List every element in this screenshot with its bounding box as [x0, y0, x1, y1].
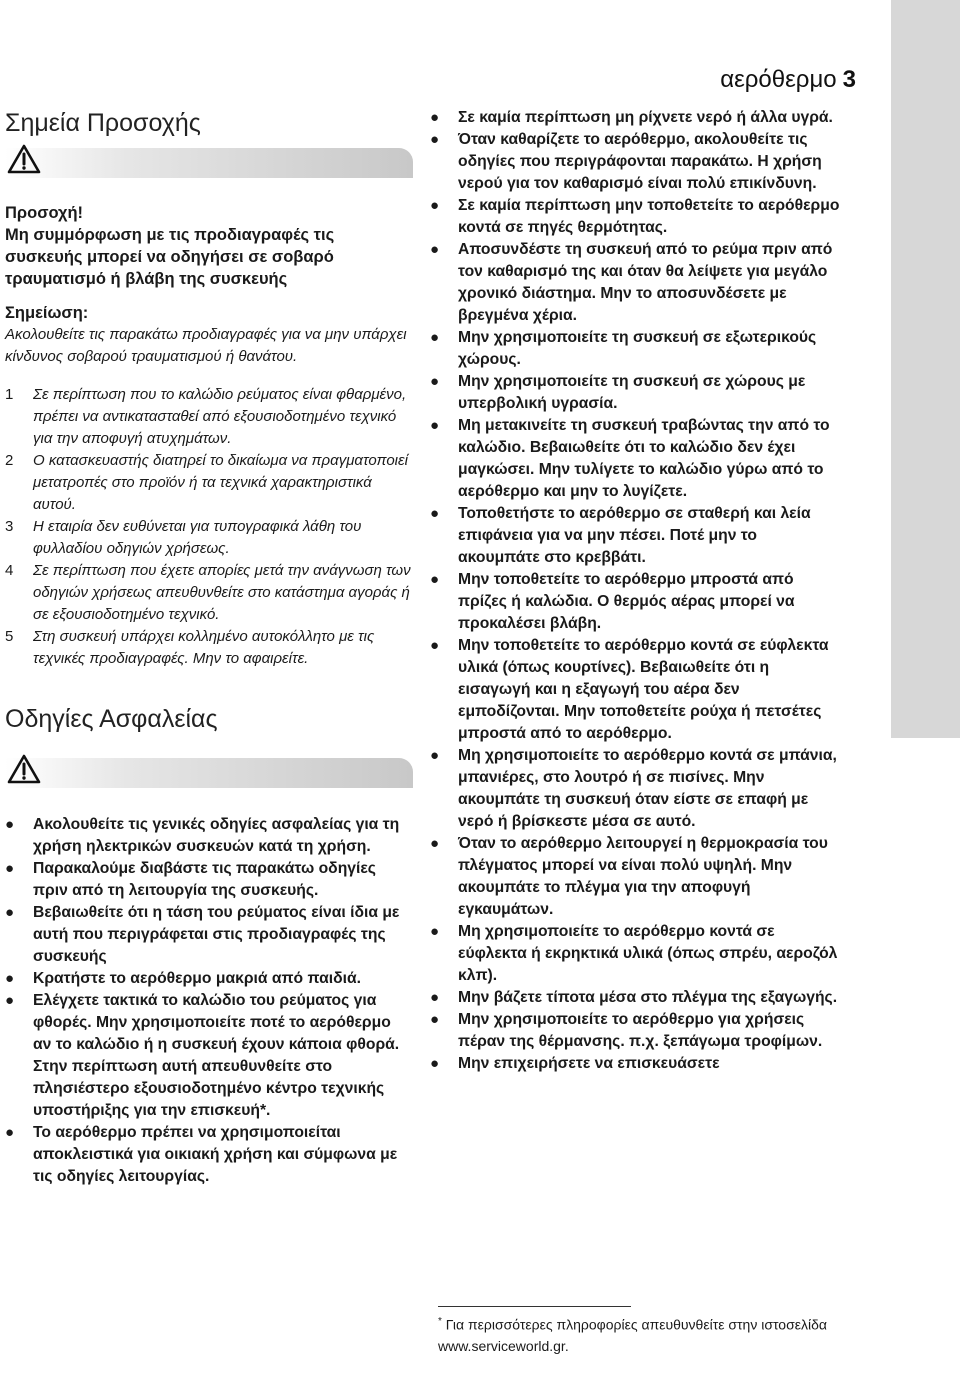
warning-triangle-icon [7, 144, 41, 174]
bullet-icon: ● [430, 747, 440, 764]
bullet-icon: ● [430, 417, 440, 434]
bullet-icon: ● [430, 197, 440, 214]
header-title: αερόθερμο [720, 66, 837, 93]
bullet-item [430, 1009, 842, 1053]
warning-bar-gradient [5, 758, 413, 788]
bullet-text: Μην τοποθετείτε το αερόθερμο μπροστά από πρίζες ή καλώδια. Ο θερμός αέρας μπορεί να προκαλέσει βλάβη. [458, 571, 795, 632]
item-text: Σε περίπτωση που έχετε απορίες μετά την ανάγνωση των οδηγιών χρήσεως απευθυνθείτε στο κατάστημα αγοράς ή σε εξουσιοδοτημένο τεχνικό. [33, 562, 411, 623]
side-tab [891, 0, 960, 738]
footnote [438, 1306, 838, 1357]
item-number: 4 [5, 562, 14, 579]
item-text: Σε περίπτωση που το καλώδιο ρεύματος είναι φθαρμένο, πρέπει να αντικατασταθεί από εξουσιοδοτημένο τεχνικό για την αποφυγή ατυχημάτων. [33, 386, 407, 447]
attention-title: Προσοχή! [5, 204, 84, 222]
bullet-item [5, 1122, 413, 1188]
numbered-item [5, 384, 413, 450]
section-title-safety: Οδηγίες Ασφαλείας [5, 705, 218, 733]
item-text: Στη συσκευή υπάρχει κολλημένο αυτοκόλλητο με τις τεχνικές προδιαγραφές. Μην το αφαιρείτε. [33, 628, 375, 667]
bullet-icon: ● [430, 109, 440, 126]
bullet-icon: ● [430, 1011, 440, 1028]
bullet-item [430, 239, 842, 327]
right-column [430, 107, 842, 1075]
warning-triangle-icon [7, 754, 41, 784]
bullet-item [5, 968, 413, 990]
bullet-item [430, 371, 842, 415]
numbered-item [5, 626, 413, 670]
section-title-precautions: Σημεία Προσοχής [5, 109, 201, 137]
bullet-item [430, 415, 842, 503]
bullet-item [430, 503, 842, 569]
warning-bar-gradient [5, 148, 413, 178]
bullet-item [5, 902, 413, 968]
bullet-text: Μην τοποθετείτε το αερόθερμο κοντά σε εύφλεκτα υλικά (όπως κουρτίνες). Βεβαιωθείτε ότι η εισαγωγή και η εξαγωγή του αέρα δεν εμποδίζονται. Μην τοποθετείτε ρούχα ή πετσέτες μπροστά από το αερόθερμο. [458, 637, 829, 742]
attention-text: Μη συμμόρφωση με τις προδιαγραφές τις συσκευής μπορεί να οδηγήσει σε σοβαρό τραυματισμό ή βλάβη της συσκευής [5, 226, 335, 288]
safety-bullet-list-continued [430, 107, 842, 1075]
bullet-icon: ● [430, 923, 440, 940]
bullet-text: Μην επιχειρήσετε να επισκευάσετε [458, 1055, 720, 1072]
bullet-text: Μην χρησιμοποιείτε τη συσκευή σε χώρους με υπερβολική υγρασία. [458, 373, 806, 412]
safety-bullet-list [5, 814, 413, 1188]
page-header [706, 66, 856, 94]
bullet-text: Όταν καθαρίζετε το αερόθερμο, ακολουθείτε τις οδηγίες που περιγράφονται παρακάτω. Η χρήση νερού για τον καθαρισμό είναι πολύ επικίνδυνη. [458, 131, 822, 192]
item-number: 5 [5, 628, 14, 645]
bullet-text: Αποσυνδέστε τη συσκευή από το ρεύμα πριν από τον καθαρισμό της και όταν θα λείψετε για μεγάλο χρονικό διάστημα. Μην το αποσυνδέσετε με βρεγμένα χέρια. [458, 241, 833, 324]
bullet-item [430, 635, 842, 745]
item-number: 3 [5, 518, 14, 535]
left-column [5, 106, 413, 1188]
bullet-item [430, 987, 842, 1009]
numbered-list [5, 384, 413, 670]
item-number: 1 [5, 386, 14, 403]
bullet-item [430, 327, 842, 371]
bullet-icon: ● [5, 970, 15, 987]
footnote-text-block [438, 1311, 838, 1357]
bullet-text: Κρατήστε το αερόθερμο μακριά από παιδιά. [33, 970, 361, 987]
bullet-text: Μην χρησιμοποιείτε τη συσκευή σε εξωτερικούς χώρους. [458, 329, 817, 368]
bullet-item [430, 107, 842, 129]
bullet-icon: ● [430, 373, 440, 390]
numbered-item [5, 560, 413, 626]
bullet-item [430, 129, 842, 195]
bullet-icon: ● [5, 1124, 15, 1141]
bullet-item [430, 833, 842, 921]
bullet-icon: ● [430, 505, 440, 522]
bullet-text: Βεβαιωθείτε ότι η τάση του ρεύματος είναι ίδια με αυτή που περιγράφεται στις προδιαγραφές της συσκευής [33, 904, 400, 965]
bullet-icon: ● [430, 571, 440, 588]
footnote-text: Για περισσότερες πληροφορίες απευθυνθείτε στην ιστοσελίδα www.serviceworld.gr. [438, 1316, 827, 1354]
bullet-icon: ● [430, 637, 440, 654]
bullet-item [5, 858, 413, 902]
numbered-item [5, 450, 413, 516]
bullet-text: Το αερόθερμο πρέπει να χρησιμοποιείται αποκλειστικά για οικιακή χρήση και σύμφωνα με τις οδηγίες λειτουργίας. [33, 1124, 398, 1185]
warning-bar [5, 144, 413, 190]
bullet-icon: ● [430, 989, 440, 1006]
bullet-icon: ● [430, 835, 440, 852]
footnote-rule [438, 1306, 631, 1307]
bullet-icon: ● [5, 816, 15, 833]
note-title: Σημείωση: [5, 304, 89, 322]
bullet-item [430, 921, 842, 987]
bullet-item [430, 745, 842, 833]
item-text: Η εταιρία δεν ευθύνεται για τυπογραφικά λάθη του φυλλαδίου οδηγιών χρήσεως. [33, 518, 362, 557]
bullet-text: Ελέγχετε τακτικά το καλώδιο του ρεύματος για φθορές. Μην χρησιμοποιείτε ποτέ το αερόθερμο αν το καλώδιο ή η συσκευή έχουν κάποια φθορά. Στην περίπτωση αυτή απευθυνθείτε στο πλησιέστερο εξουσιοδοτημένο κέντρο τεχνικής υποστήριξης για την επισκευή*. [33, 992, 400, 1119]
bullet-text: Τοποθετήστε το αερόθερμο σε σταθερή και λεία επιφάνεια για να μην πέσει. Ποτέ μην το ακουμπάτε στο κρεββάτι. [458, 505, 811, 566]
bullet-item [430, 195, 842, 239]
bullet-item [430, 1053, 842, 1075]
bullet-icon: ● [430, 329, 440, 346]
bullet-icon: ● [430, 1055, 440, 1072]
item-text: Ο κατασκευαστής διατηρεί το δικαίωμα να πραγματοποιεί μετατροπές στο προϊόν ή τα τεχνικά χαρακτηριστικά αυτού. [33, 452, 408, 513]
bullet-text: Μην βάζετε τίποτα μέσα στο πλέγμα της εξαγωγής. [458, 989, 838, 1006]
page-number: 3 [842, 66, 856, 93]
footnote-marker: * [438, 1316, 442, 1327]
bullet-icon: ● [5, 904, 15, 921]
bullet-text: Όταν το αερόθερμο λειτουργεί η θερμοκρασία του πλέγματος μπορεί να είναι πολύ υψηλή. Μην ακουμπάτε το πλέγμα για την αποφυγή εγκαυμάτων. [458, 835, 828, 918]
bullet-text: Μην χρησιμοποιείτε το αερόθερμο για χρήσεις πέραν της θέρμανσης. π.χ. ξεπάγωμα τροφίμων. [458, 1011, 823, 1050]
bullet-text: Ακολουθείτε τις γενικές οδηγίες ασφαλείας για τη χρήση ηλεκτρικών συσκευών κατά τη χρήση. [33, 816, 400, 855]
bullet-item [5, 814, 413, 858]
bullet-text: Σε καμία περίπτωση μη ρίχνετε νερό ή άλλα υγρά. [458, 109, 833, 126]
bullet-icon: ● [5, 992, 15, 1009]
warning-bar [5, 754, 413, 800]
bullet-item [5, 990, 413, 1122]
note-text: Ακολουθείτε τις παρακάτω προδιαγραφές για να μην υπάρχει κίνδυνος σοβαρού τραυματισμού ή θανάτου. [5, 326, 407, 365]
bullet-icon: ● [430, 241, 440, 258]
bullet-text: Σε καμία περίπτωση μην τοποθετείτε το αερόθερμο κοντά σε πηγές θερμότητας. [458, 197, 840, 236]
numbered-item [5, 516, 413, 560]
bullet-text: Μη χρησιμοποιείτε το αερόθερμο κοντά σε εύφλεκτα ή εκρηκτικά υλικά (όπως σπρέυ, αεροζόλ κλπ). [458, 923, 838, 984]
bullet-icon: ● [430, 131, 440, 148]
item-number: 2 [5, 452, 14, 469]
bullet-text: Παρακαλούμε διαβάστε τις παρακάτω οδηγίες πριν από τη λειτουργία της συσκευής. [33, 860, 376, 899]
bullet-icon: ● [5, 860, 15, 877]
bullet-text: Μη χρησιμοποιείτε το αερόθερμο κοντά σε μπάνια, μπανιέρες, στο λουτρό ή σε πισίνες. Μην ακουμπάτε τη συσκευή όταν είστε σε επαφή με νερό ή βρίσκεστε μέσα σε αυτό. [458, 747, 837, 830]
bullet-text: Μη μετακινείτε τη συσκευή τραβώντας την από το καλώδιο. Βεβαιωθείτε ότι το καλώδιο δεν έχει μαγκώσει. Μην τυλίγετε το καλώδιο γύρω από το αερόθερμο και μην το λυγίζετε. [458, 417, 830, 500]
bullet-item [430, 569, 842, 635]
